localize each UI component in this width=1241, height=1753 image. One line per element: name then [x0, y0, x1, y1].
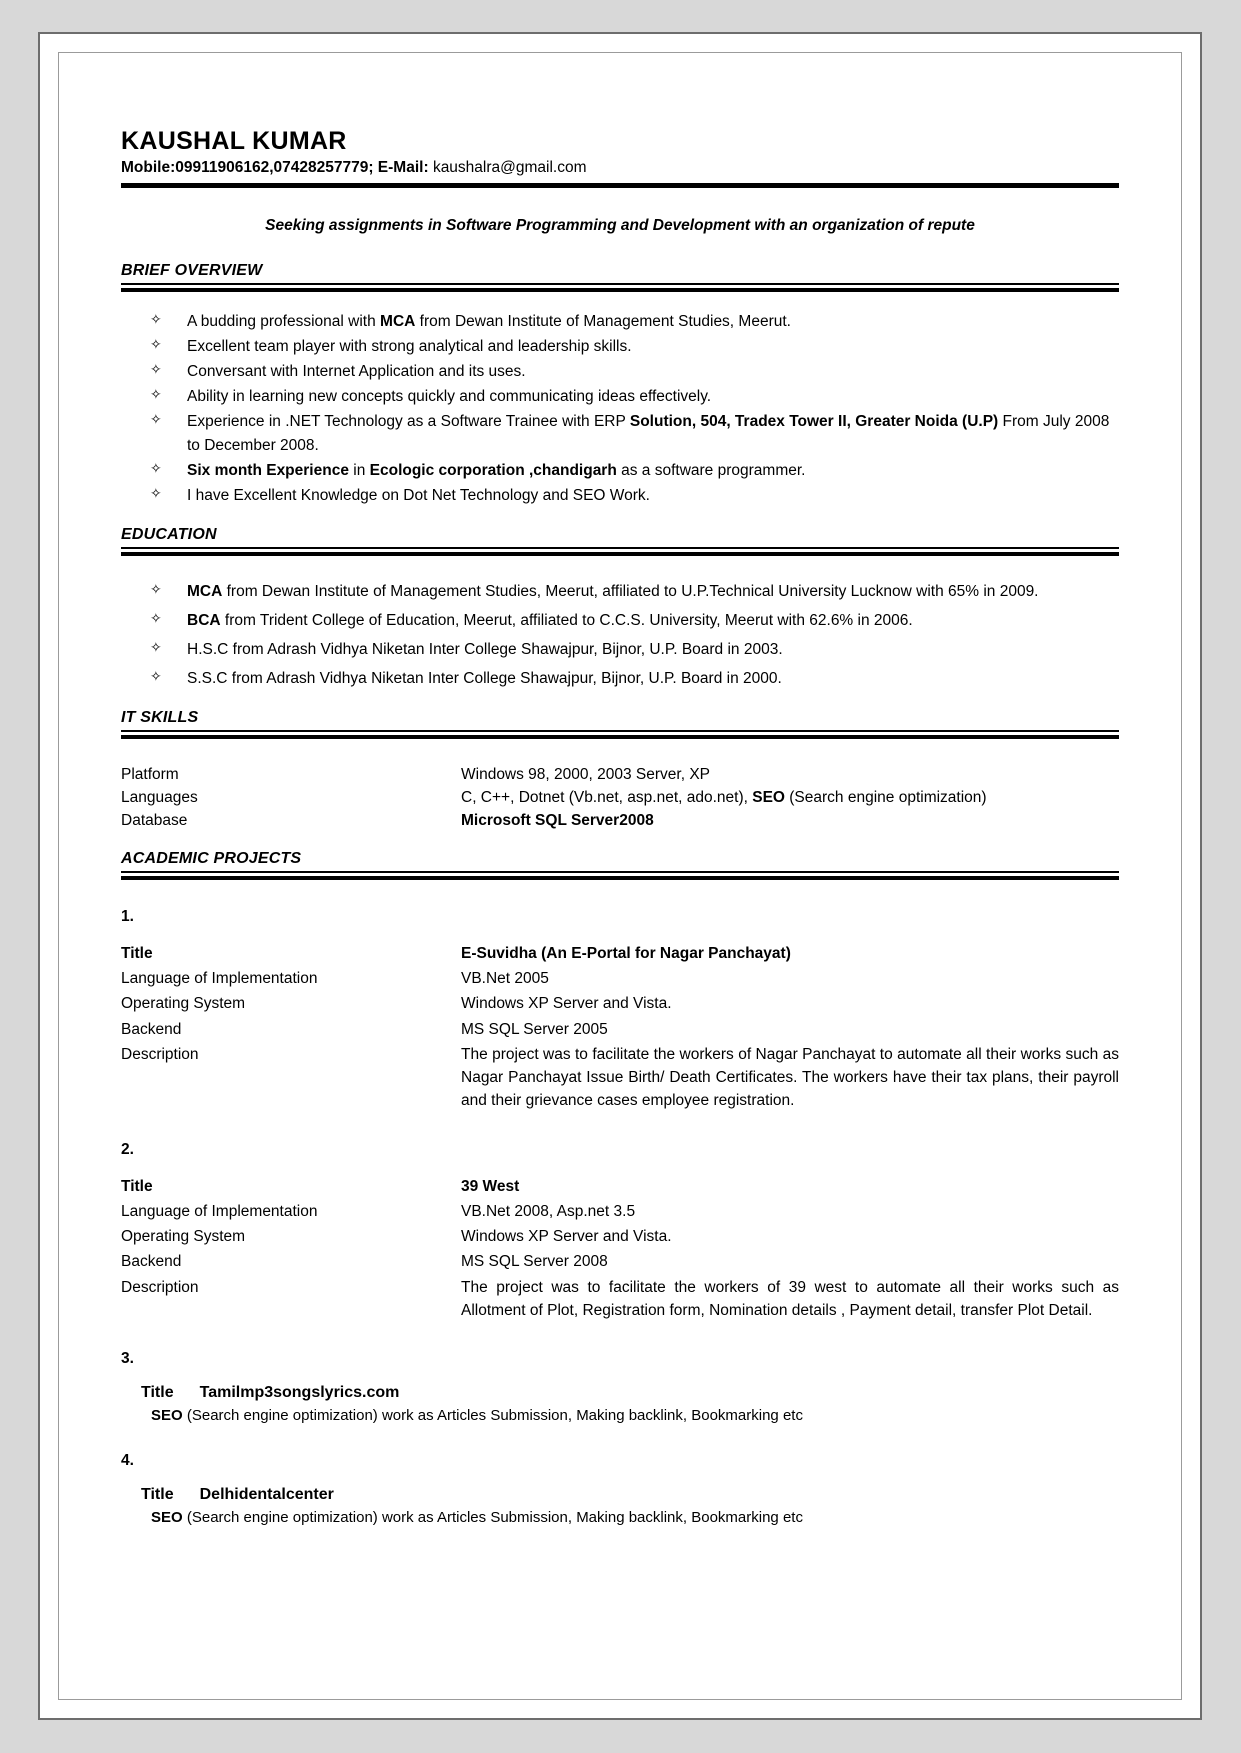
- list-item-post: from Dewan Institute of Management Studies, Meerut.: [415, 313, 791, 331]
- education-degree: BCA: [187, 612, 221, 630]
- list-item-pre: Excellent team player with strong analytical and leadership skills.: [187, 338, 632, 356]
- list-item: [145, 410, 1119, 458]
- candidate-name: KAUSHAL KUMAR: [121, 127, 347, 155]
- bullet-icon: ✧: [150, 337, 162, 354]
- section-divider-academic-projects: [121, 871, 1119, 880]
- list-item-pre: Conversant with Internet Application and its uses.: [187, 363, 526, 381]
- list-item-pre: Experience in .NET Technology as a Software Trainee with ERP: [187, 413, 630, 431]
- section-title-brief-overview: BRIEF OVERVIEW: [121, 262, 263, 280]
- list-item: [145, 385, 1119, 409]
- project-number: 2.: [121, 1140, 134, 1158]
- table-row: [121, 1225, 1119, 1248]
- list-item-strong: Six month Experience: [187, 462, 349, 480]
- skill-value-strong: SEO: [752, 789, 785, 807]
- section-divider-it-skills: [121, 730, 1119, 739]
- skill-value: [461, 788, 987, 809]
- it-skills-table: [121, 765, 1119, 832]
- skill-key: Database: [121, 812, 188, 830]
- project-number: 3.: [121, 1350, 134, 1368]
- table-row: [121, 811, 1119, 832]
- table-row: [121, 788, 1119, 809]
- education-detail: S.S.C from Adrash Vidhya Niketan Inter College Shawajpur, Bijnor, U.P. Board in 2000.: [187, 670, 782, 688]
- list-item: [145, 638, 1119, 662]
- project-field-label: Title: [141, 1486, 174, 1504]
- project-field-label: Backend: [121, 1253, 182, 1271]
- bullet-icon: ✧: [150, 362, 162, 379]
- list-item-strong: MCA: [380, 313, 416, 331]
- list-item-strong: Solution, 504, Tradex Tower II, Greater Noida (U.P): [629, 413, 999, 431]
- skill-value: Windows 98, 2000, 2003 Server, XP: [461, 766, 711, 784]
- list-item: [145, 609, 1119, 633]
- document-page: [38, 32, 1202, 1720]
- resume-content: [59, 53, 1181, 1546]
- table-row: [121, 1276, 1119, 1323]
- bullet-icon: ✧: [150, 611, 162, 628]
- table-row: [121, 1250, 1119, 1273]
- list-item-post: as a software programmer.: [616, 462, 806, 480]
- skill-value-pre: C, C++, Dotnet (Vb.net, asp.net, ado.net),: [461, 789, 753, 807]
- project-field-label: Language of Implementation: [121, 970, 318, 988]
- bullet-icon: ✧: [150, 582, 162, 599]
- list-item-pre: Ability in learning new concepts quickly and communicating ideas effectively.: [187, 388, 712, 406]
- education-list: [121, 580, 1119, 691]
- education-detail: from Dewan Institute of Management Studies, Meerut, affiliated to U.P.Technical University Lucknow with 65% in 2009.: [222, 583, 1039, 601]
- section-title-it-skills: IT SKILLS: [121, 709, 199, 727]
- project-field-value: VB.Net 2005: [461, 970, 549, 988]
- bullet-icon: ✧: [150, 669, 162, 686]
- list-item-pre: A budding professional with: [187, 313, 381, 331]
- project-field-label: Backend: [121, 1020, 182, 1038]
- seo-description-text: (Search engine optimization) work as Articles Submission, Making backlink, Bookmarking etc: [182, 1509, 803, 1527]
- project-number: 4.: [121, 1452, 134, 1470]
- skill-key: Platform: [121, 766, 179, 784]
- list-item: [145, 459, 1119, 483]
- project-field-value: MS SQL Server 2005: [461, 1020, 608, 1038]
- list-item-post: From July 2008 to December 2008.: [187, 413, 1110, 455]
- table-row: [121, 992, 1119, 1015]
- project-description: The project was to facilitate the workers of 39 west to automate all their works such as Allotment of Plot, Registration form, Nomination details , Payment detail, transfer Plot Detail.: [461, 1278, 1119, 1319]
- project-description: The project was to facilitate the workers of Nagar Panchayat to automate all their works such as Nagar Panchayat Issue Birth/ Death Certificates. The workers have their tax plans, their payroll and their grievance cases employee registration.: [461, 1045, 1119, 1110]
- project-field-label: Description: [121, 1045, 199, 1063]
- project-details-1: [121, 942, 1119, 1113]
- project-title-row: [121, 1384, 1119, 1402]
- bullet-icon: ✧: [150, 640, 162, 657]
- resume-header: [121, 127, 1119, 188]
- section-title-academic-projects: ACADEMIC PROJECTS: [121, 849, 302, 867]
- project-field-value: Tamilmp3songslyrics.com: [199, 1384, 400, 1402]
- education-detail: from Trident College of Education, Meerut, affiliated to C.C.S. University, Meerut with 62.6% in 2006.: [220, 612, 913, 630]
- bullet-icon: ✧: [150, 412, 162, 429]
- project-details-4: [121, 1486, 1119, 1526]
- contact-email: kaushalra@gmail.com: [432, 158, 587, 176]
- list-item: [145, 667, 1119, 691]
- objective-statement: Seeking assignments in Software Programming and Development with an organization of repute: [265, 216, 975, 234]
- list-item-mid: in: [348, 462, 370, 480]
- list-item: [145, 484, 1119, 508]
- bullet-icon: ✧: [150, 312, 162, 329]
- list-item: [145, 335, 1119, 359]
- project-description: [121, 1509, 1119, 1526]
- table-row: [121, 1200, 1119, 1223]
- seo-label: SEO: [151, 1509, 183, 1527]
- project-details-3: [121, 1384, 1119, 1424]
- bullet-icon: ✧: [150, 486, 162, 503]
- section-divider-education: [121, 547, 1119, 556]
- project-field-value: Windows XP Server and Vista.: [461, 995, 672, 1013]
- project-field-label: Description: [121, 1278, 199, 1296]
- project-details-2: [121, 1175, 1119, 1323]
- table-row: [121, 765, 1119, 786]
- table-row: [121, 942, 1119, 965]
- skill-key: Languages: [121, 789, 198, 807]
- contact-label: Mobile:09911906162,07428257779; E-Mail:: [121, 158, 433, 176]
- list-item-strong-2: Ecologic corporation ,chandigarh: [369, 462, 617, 480]
- section-divider-brief-overview: [121, 283, 1119, 292]
- project-title-row: [121, 1486, 1119, 1504]
- bullet-icon: ✧: [150, 461, 162, 478]
- table-row: [121, 1043, 1119, 1113]
- skill-value-strong: Microsoft SQL Server2008: [461, 812, 654, 830]
- bullet-icon: ✧: [150, 387, 162, 404]
- list-item: [145, 580, 1119, 604]
- project-field-label: Operating System: [121, 1228, 246, 1246]
- skill-value: [461, 811, 654, 832]
- project-field-value: Windows XP Server and Vista.: [461, 1228, 672, 1246]
- list-item: [145, 310, 1119, 334]
- education-detail: H.S.C from Adrash Vidhya Niketan Inter College Shawajpur, Bijnor, U.P. Board in 2003.: [187, 641, 783, 659]
- table-row: [121, 1018, 1119, 1041]
- project-field-value: MS SQL Server 2008: [461, 1253, 608, 1271]
- table-row: [121, 1175, 1119, 1198]
- project-field-value: Delhidentalcenter: [199, 1486, 334, 1504]
- project-field-label: Title: [141, 1384, 174, 1402]
- project-field-value: E-Suvidha (An E-Portal for Nagar Panchayat): [461, 944, 791, 962]
- seo-label: SEO: [151, 1407, 183, 1425]
- project-number: 1.: [121, 907, 134, 925]
- list-item: [145, 360, 1119, 384]
- seo-description-text: (Search engine optimization) work as Articles Submission, Making backlink, Bookmarking etc: [182, 1407, 803, 1425]
- project-field-value: 39 West: [461, 1177, 520, 1195]
- skill-value-post: (Search engine optimization): [784, 789, 987, 807]
- project-field-label: Title: [121, 1177, 153, 1195]
- table-row: [121, 967, 1119, 990]
- project-description: [121, 1407, 1119, 1424]
- project-field-label: Language of Implementation: [121, 1202, 318, 1220]
- project-field-value: VB.Net 2008, Asp.net 3.5: [461, 1202, 636, 1220]
- list-item-pre: I have Excellent Knowledge on Dot Net Technology and SEO Work.: [187, 487, 650, 505]
- education-degree: MCA: [187, 583, 223, 601]
- header-divider: [121, 183, 1119, 188]
- project-field-label: Operating System: [121, 995, 246, 1013]
- brief-overview-list: [121, 310, 1119, 508]
- document-page-inner: [58, 52, 1182, 1700]
- candidate-contact: [121, 158, 1119, 178]
- project-field-label: Title: [121, 944, 153, 962]
- section-title-education: EDUCATION: [121, 526, 217, 544]
